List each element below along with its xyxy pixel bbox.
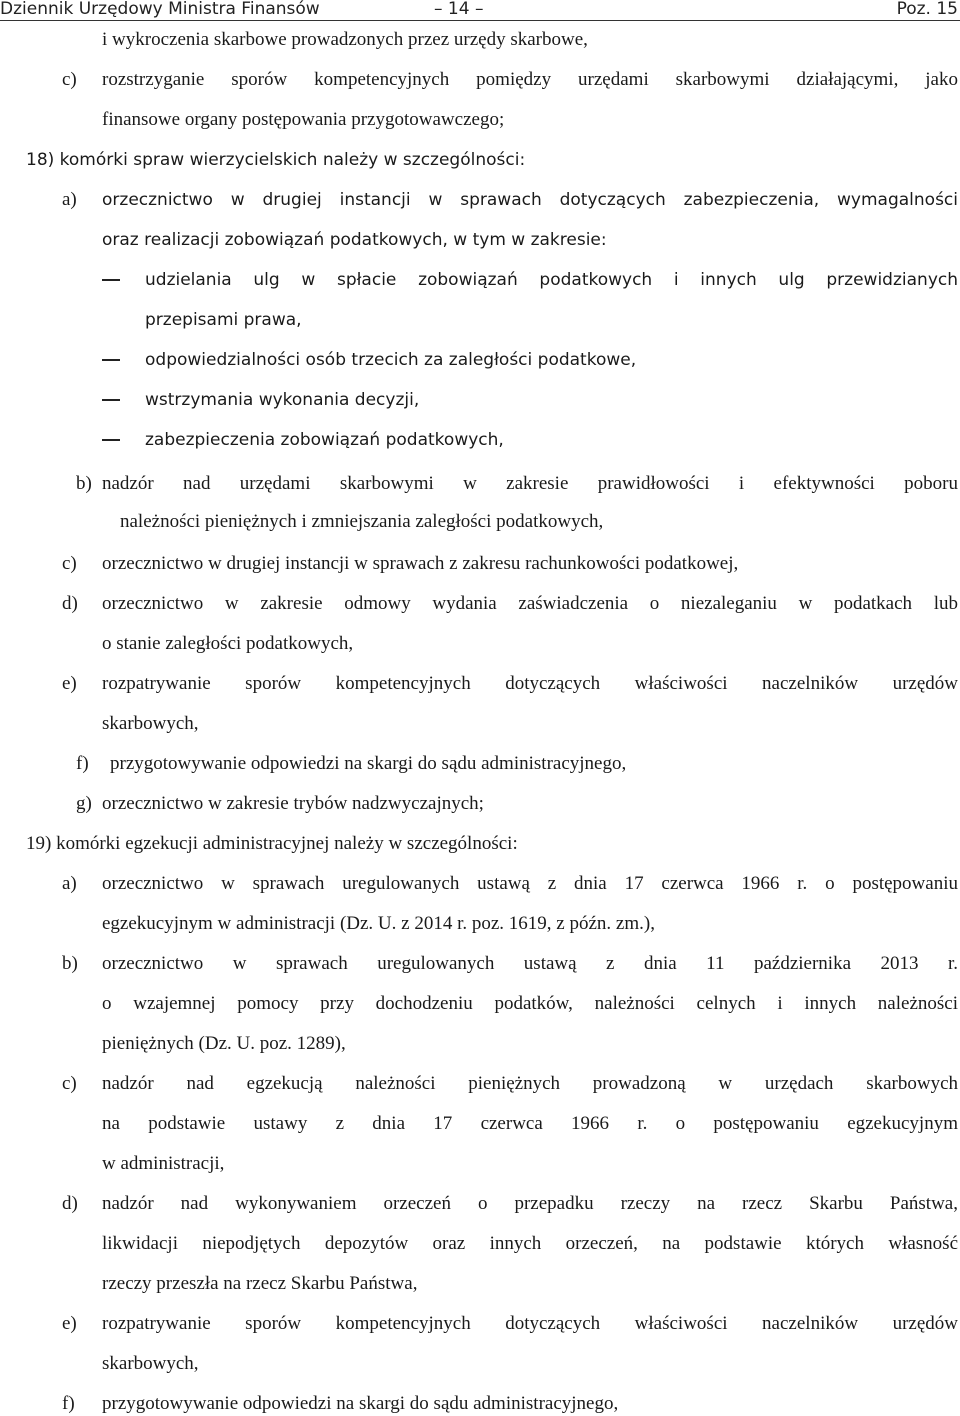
text-line: orzecznictwo w zakresie trybów nadzwyczajnych; bbox=[102, 793, 484, 814]
page-number: – 14 – bbox=[434, 0, 484, 19]
text-line: i wykroczenia skarbowe prowadzonych przez urzędy skarbowe, bbox=[102, 29, 588, 50]
text-line: oraz realizacji zobowiązań podatkowych, w tym w zakresie: bbox=[102, 230, 607, 250]
item-label: c) bbox=[62, 69, 77, 90]
text-line: egzekucyjnym w administracji (Dz. U. z 2014 r. poz. 1619, z późn. zm.), bbox=[102, 913, 655, 934]
text-line: likwidacji niepodjętych depozytów oraz innych orzeczeń, na podstawie których własność bbox=[102, 1233, 958, 1254]
item-label: a) bbox=[62, 873, 77, 894]
text-line: orzecznictwo w sprawach uregulowanych ustawą z dnia 11 października 2013 r. bbox=[102, 953, 958, 974]
text-line: rzeczy przeszła na rzecz Skarbu Państwa, bbox=[102, 1273, 418, 1294]
dash-bullet bbox=[102, 279, 120, 281]
text-line: rozstrzyganie sporów kompetencyjnych pomiędzy urzędami skarbowymi działającymi, jako bbox=[102, 69, 958, 90]
item-label: b) bbox=[76, 473, 92, 494]
position-number: Poz. 15 bbox=[896, 0, 958, 19]
item-label: b) bbox=[62, 953, 78, 974]
text-line: orzecznictwo w sprawach uregulowanych ustawą z dnia 17 czerwca 1966 r. o postępowaniu bbox=[102, 873, 958, 894]
item-label: d) bbox=[62, 593, 78, 614]
item-label: f) bbox=[76, 753, 89, 774]
text-line: orzecznictwo w drugiej instancji w sprawach dotyczących zabezpieczenia, wymagalności bbox=[102, 190, 958, 210]
item-label: e) bbox=[62, 673, 77, 694]
text-line: nadzór nad urzędami skarbowymi w zakresie prawidłowości i efektywności poboru bbox=[102, 473, 958, 494]
text-line: orzecznictwo w zakresie odmowy wydania zaświadczenia o niezaleganiu w podatkach lub bbox=[102, 593, 958, 614]
dash-bullet bbox=[102, 359, 120, 361]
text-line: skarbowych, bbox=[102, 1353, 199, 1374]
page-header bbox=[0, 0, 960, 22]
text-line: w administracji, bbox=[102, 1153, 225, 1174]
item-label: f) bbox=[62, 1393, 75, 1414]
text-line: finansowe organy postępowania przygotowawczego; bbox=[102, 109, 505, 130]
text-line: o stanie zaległości podatkowych, bbox=[102, 633, 354, 654]
item-label: e) bbox=[62, 1313, 77, 1334]
item-label: a) bbox=[62, 189, 77, 210]
dash-bullet bbox=[102, 399, 120, 401]
item-label: g) bbox=[76, 793, 92, 814]
text-line: skarbowych, bbox=[102, 713, 199, 734]
journal-title: Dziennik Urzędowy Ministra Finansów bbox=[0, 0, 320, 19]
dash-bullet bbox=[102, 439, 120, 441]
text-line: na podstawie ustawy z dnia 17 czerwca 1966 r. o postępowaniu egzekucyjnym bbox=[102, 1113, 958, 1134]
section-heading-18: 18) komórki spraw wierzycielskich należy w szczególności: bbox=[26, 150, 526, 170]
text-line: przygotowywanie odpowiedzi na skargi do sądu administracyjnego, bbox=[110, 753, 627, 774]
text-line: rozpatrywanie sporów kompetencyjnych dotyczących właściwości naczelników urzędów bbox=[102, 673, 958, 694]
item-label: d) bbox=[62, 1193, 78, 1214]
text-line: przygotowywanie odpowiedzi na skargi do sądu administracyjnego, bbox=[102, 1393, 619, 1414]
section-heading-19: 19) komórki egzekucji administracyjnej należy w szczególności: bbox=[26, 833, 518, 854]
header-rule bbox=[0, 20, 960, 21]
text-line: odpowiedzialności osób trzecich za zaległości podatkowe, bbox=[145, 350, 637, 370]
text-line: pieniężnych (Dz. U. poz. 1289), bbox=[102, 1033, 346, 1054]
text-line: przepisami prawa, bbox=[145, 310, 302, 330]
text-line: nadzór nad egzekucją należności pieniężnych prowadzoną w urzędach skarbowych bbox=[102, 1073, 958, 1094]
item-label: c) bbox=[62, 1073, 77, 1094]
text-line: rozpatrywanie sporów kompetencyjnych dotyczących właściwości naczelników urzędów bbox=[102, 1313, 958, 1334]
text-line: wstrzymania wykonania decyzji, bbox=[145, 390, 420, 410]
text-line: orzecznictwo w drugiej instancji w sprawach z zakresu rachunkowości podatkowej, bbox=[102, 553, 739, 574]
item-label: c) bbox=[62, 553, 77, 574]
text-line: nadzór nad wykonywaniem orzeczeń o przepadku rzeczy na rzecz Skarbu Państwa, bbox=[102, 1193, 958, 1214]
text-line: udzielania ulg w spłacie zobowiązań podatkowych i innych ulg przewidzianych bbox=[145, 270, 958, 290]
text-line: o wzajemnej pomocy przy dochodzeniu podatków, należności celnych i innych należności bbox=[102, 993, 958, 1014]
text-line: zabezpieczenia zobowiązań podatkowych, bbox=[145, 430, 504, 450]
text-line: należności pieniężnych i zmniejszania zaległości podatkowych, bbox=[120, 511, 604, 532]
